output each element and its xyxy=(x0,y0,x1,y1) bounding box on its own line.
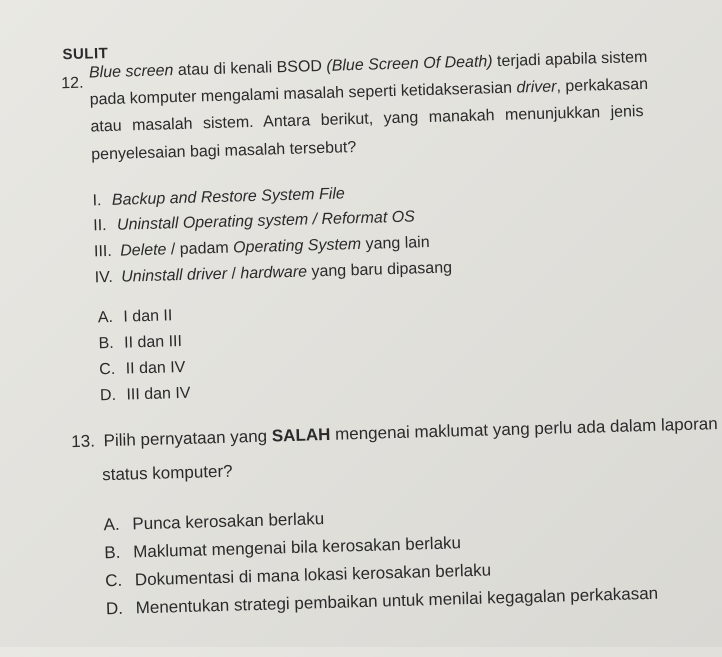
statement-text-a: Delete xyxy=(119,241,167,260)
statement-text-d: yang lain xyxy=(360,234,430,253)
q13-line1-b: mengenai maklumat yang perlu ada dalam laporan xyxy=(330,414,718,444)
q12-statement-4 xyxy=(94,259,452,287)
q13-line-2: status komputer? xyxy=(101,461,233,485)
q12-line2-a: pada komputer mengalami masalah seperti ketidakserasian xyxy=(89,79,517,109)
option-text: Menentukan strategi pembaikan untuk menilai kegagalan perkakasan xyxy=(135,583,659,618)
option-letter: C. xyxy=(104,570,123,591)
q13-line1-a: Pilih pernyataan yang xyxy=(103,426,273,451)
q13-option-c[interactable] xyxy=(105,560,491,591)
q12-option-b[interactable] xyxy=(98,333,182,353)
q12-option-d[interactable] xyxy=(100,385,191,406)
statement-text-d: yang baru dipasang xyxy=(306,259,453,281)
option-text: II dan IV xyxy=(125,358,186,378)
q12-line1-mid: atau di kenali BSOD xyxy=(173,57,327,80)
option-text: Maklumat mengenai bila kerosakan berlaku xyxy=(132,533,462,562)
classification-label: SULIT xyxy=(62,44,109,64)
statement-text-b: / padam xyxy=(166,239,234,259)
statement-text-a: Uninstall driver xyxy=(121,265,228,286)
statement-number: IV. xyxy=(94,268,114,287)
q12-number: 12. xyxy=(61,74,84,93)
q12-statement-1 xyxy=(92,185,345,210)
option-text: Punca kerosakan berlaku xyxy=(132,509,325,534)
option-letter: A. xyxy=(97,308,114,327)
statement-text-b: / xyxy=(226,265,241,283)
option-letter: D. xyxy=(105,598,124,619)
option-text: III dan IV xyxy=(126,384,191,404)
q12-line-1 xyxy=(89,50,649,82)
q13-line-1 xyxy=(71,414,718,452)
option-letter: C. xyxy=(99,360,116,379)
option-letter: B. xyxy=(98,334,114,353)
statement-number: III. xyxy=(93,242,113,261)
statement-number: II. xyxy=(93,217,107,235)
q12-line-3: atau masalah sistem. Antara berikut, yang manakah menunjukkan jenis xyxy=(90,103,644,136)
option-letter: A. xyxy=(103,514,120,535)
q13-option-d[interactable] xyxy=(106,584,659,619)
statement-text: Uninstall Operating system / Reformat OS xyxy=(116,208,416,234)
q13-option-b[interactable] xyxy=(104,533,461,563)
q13-number: 13. xyxy=(71,431,96,452)
q12-statement-2 xyxy=(93,208,415,235)
q12-line1-italic: (Blue Screen Of Death) xyxy=(326,53,493,75)
q12-statement-3 xyxy=(94,234,430,261)
option-text: Dokumentasi di mana lokasi kerosakan berlaku xyxy=(134,560,492,590)
q13-option-a[interactable] xyxy=(103,509,324,535)
q12-line1-lead: Blue screen xyxy=(88,62,174,82)
option-text: I dan II xyxy=(123,307,173,326)
option-letter: D. xyxy=(99,386,117,405)
statement-text-c: hardware xyxy=(240,263,308,283)
option-letter: B. xyxy=(104,542,121,563)
q12-line1-tail: terjadi apabila sistem xyxy=(492,48,648,71)
statement-text-c: Operating System xyxy=(232,235,362,257)
q12-line2-c: , perkakasan xyxy=(556,75,649,96)
option-text: II dan III xyxy=(123,332,183,352)
q12-line-4: penyelesaian bagi masalah tersebut? xyxy=(91,139,357,164)
q12-option-c[interactable] xyxy=(99,359,186,379)
q12-line-2 xyxy=(90,77,649,109)
q12-option-a[interactable] xyxy=(98,307,173,327)
q12-line2-b: driver xyxy=(516,78,557,97)
q13-line1-bold: SALAH xyxy=(271,424,331,446)
statement-text: Backup and Restore System File xyxy=(111,185,346,209)
statement-number: I. xyxy=(92,192,102,210)
